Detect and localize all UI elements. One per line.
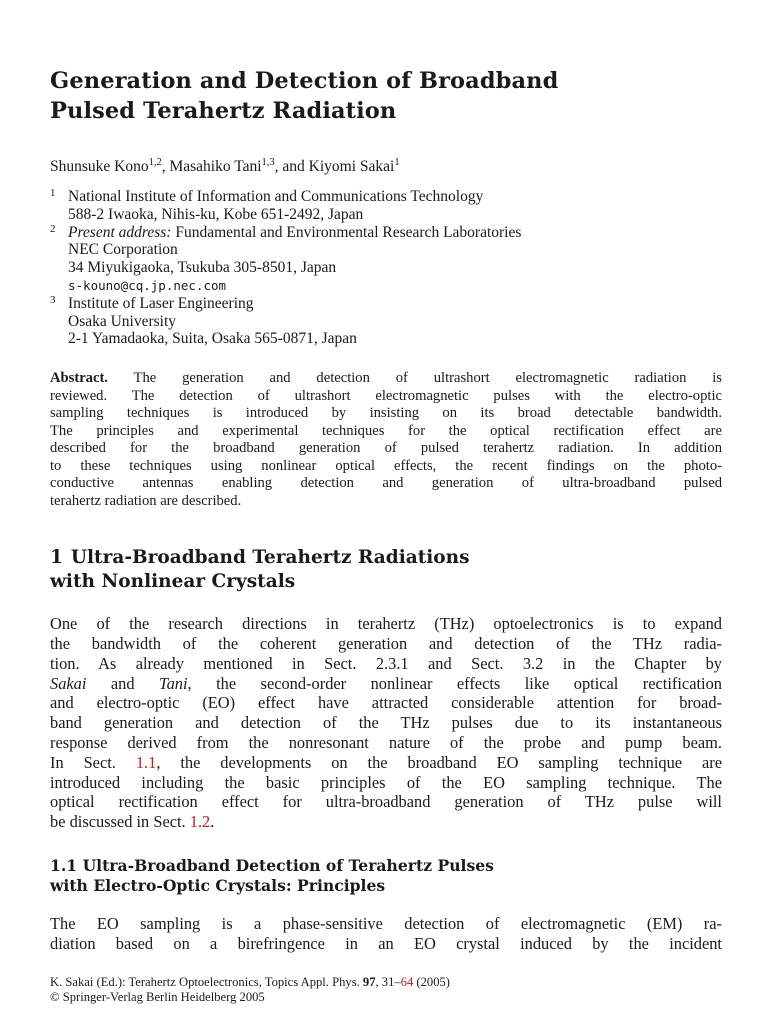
abstract: [50, 370, 722, 510]
text-line: the bandwidth of the coherent generation and detection of the THz radia-: [50, 633, 722, 653]
abstract-line: described for the broadband generation of pulsed terahertz radiation. In addition: [50, 440, 722, 457]
citation-text: (2005): [413, 975, 451, 989]
affiliation-text: Fundamental and Environmental Research Laboratories: [171, 223, 522, 241]
text-line: tion. As already mentioned in Sect. 2.3.1 and Sect. 3.2 in the Chapter by: [50, 653, 722, 673]
affiliation-item: [50, 224, 722, 295]
text-line: The EO sampling is a phase-sensitive detection of electromagnetic (EM) ra-: [50, 913, 722, 933]
author-affil-mark: 1,2: [148, 156, 162, 168]
abstract-text: The generation and detection of ultrashort electromagnetic radiation is: [107, 370, 722, 387]
page-footer: [50, 975, 722, 1005]
citation-text: K. Sakai (Ed.): Terahertz Optoelectronics, Topics Appl. Phys.: [50, 975, 363, 989]
text-fragment: and: [86, 673, 159, 693]
paper-page: [50, 66, 722, 954]
affiliation-line: 34 Miyukigaoka, Tsukuba 305-8501, Japan: [68, 259, 337, 277]
section-heading: [50, 546, 722, 594]
author-name: Masahiko Tani: [169, 158, 262, 175]
affiliation-line: Osaka University: [68, 312, 177, 330]
affiliation-line: NEC Corporation: [68, 241, 178, 259]
abstract-line: The principles and experimental techniques for the optical rectification effect are: [50, 422, 722, 439]
abstract-line: terahertz radiation are described.: [50, 492, 242, 509]
abstract-label: Abstract.: [50, 370, 108, 387]
text-fragment: , the developments on the broadband EO sampling technique are: [156, 752, 722, 772]
text-fragment: be discussed in Sect.: [50, 812, 190, 832]
section-number: 1: [50, 547, 63, 569]
body-paragraph: [50, 914, 722, 954]
affiliation-line: 588-2 Iwaoka, Nihis-ku, Kobe 651-2492, Japan: [68, 205, 364, 223]
affiliation-line: 2-1 Yamadaoka, Suita, Osaka 565-0871, Japan: [68, 330, 357, 348]
text-fragment: , the second-order nonlinear effects like optical rectification: [187, 673, 722, 693]
author-separator: ,: [161, 158, 170, 175]
text-fragment: In Sect.: [50, 752, 136, 772]
affiliation-list: [50, 188, 722, 348]
affiliation-number: 3: [50, 293, 56, 306]
section-link-1-1[interactable]: 1.1: [135, 752, 157, 772]
author-name: Kiyomi Sakai: [308, 158, 395, 175]
affiliation-number: 2: [50, 222, 56, 235]
abstract-line: sampling techniques is introduced by insisting on its broad detectable bandwidth.: [50, 405, 722, 422]
body-paragraph: [50, 614, 722, 832]
text-line: optical rectification effect for ultra-broadband generation of THz pulse will: [50, 792, 722, 812]
text-line: band generation and detection of the THz pulses due to its instantaneous: [50, 713, 722, 733]
abstract-line: [50, 370, 722, 388]
title-line-2: Pulsed Terahertz Radiation: [50, 98, 397, 124]
text-line: response derived from the nonresonant nature of the probe and pump beam.: [50, 732, 722, 752]
affiliation-line: [68, 224, 722, 242]
present-address-label: Present address:: [68, 223, 172, 241]
subsection-title-line: with Electro-Optic Crystals: Principles: [50, 875, 386, 895]
abstract-line: conductive antennas enabling detection and generation of ultra-broadband pulsed: [50, 475, 722, 492]
text-line: [50, 753, 722, 773]
affiliation-line: National Institute of Information and Communications Technology: [68, 188, 484, 205]
author-list: [50, 158, 722, 176]
text-line: introduced including the basic principles of the EO sampling technique. The: [50, 772, 722, 792]
subsection-number: 1.1: [50, 855, 78, 875]
paper-title: [50, 66, 722, 126]
author-name: Shunsuke Kono: [50, 158, 149, 175]
text-line: diation based on a birefringence in an EO crystal induced by the incident: [50, 933, 722, 953]
text-line: One of the research directions in terahertz (THz) optoelectronics is to expand: [50, 614, 722, 634]
section-title-line: Ultra-Broadband Terahertz Radiations: [70, 547, 470, 569]
affiliation-item: [50, 295, 722, 348]
affiliation-item: [50, 188, 722, 224]
section-title-line: with Nonlinear Crystals: [50, 571, 296, 593]
text-line: [50, 812, 722, 832]
author-ref: Tani: [158, 673, 188, 693]
title-line-1: Generation and Detection of Broadband: [50, 68, 559, 94]
author-affil-mark: 1: [394, 156, 400, 168]
section-link-1-2[interactable]: 1.2: [189, 812, 211, 832]
text-fragment: .: [210, 812, 215, 832]
text-line: [50, 674, 722, 694]
subsection-title-line: Ultra-Broadband Detection of Terahertz Pulses: [82, 855, 494, 875]
affiliation-line: Institute of Laser Engineering: [68, 294, 254, 312]
author-separator: , and: [274, 158, 309, 175]
affiliation-number: 1: [50, 187, 56, 199]
text-line: and electro-optic (EO) effect have attracted considerable attention for broad-: [50, 693, 722, 713]
author-affil-mark: 1,3: [261, 156, 275, 168]
author-ref: Sakai: [50, 673, 87, 693]
subsection-heading: [50, 856, 722, 896]
author-email-link[interactable]: s-kouno@cq.jp.nec.com: [68, 277, 227, 293]
citation-line: [50, 975, 722, 990]
abstract-line: to these techniques using nonlinear optical effects, the recent findings on the photo-: [50, 457, 722, 474]
last-page-link[interactable]: 64: [400, 975, 414, 989]
volume-number: 97: [362, 975, 376, 989]
abstract-line: reviewed. The detection of ultrashort electromagnetic pulses with the electro-optic: [50, 387, 722, 404]
copyright-line: © Springer-Verlag Berlin Heidelberg 2005: [50, 990, 265, 1004]
citation-text: , 31–: [375, 975, 401, 989]
